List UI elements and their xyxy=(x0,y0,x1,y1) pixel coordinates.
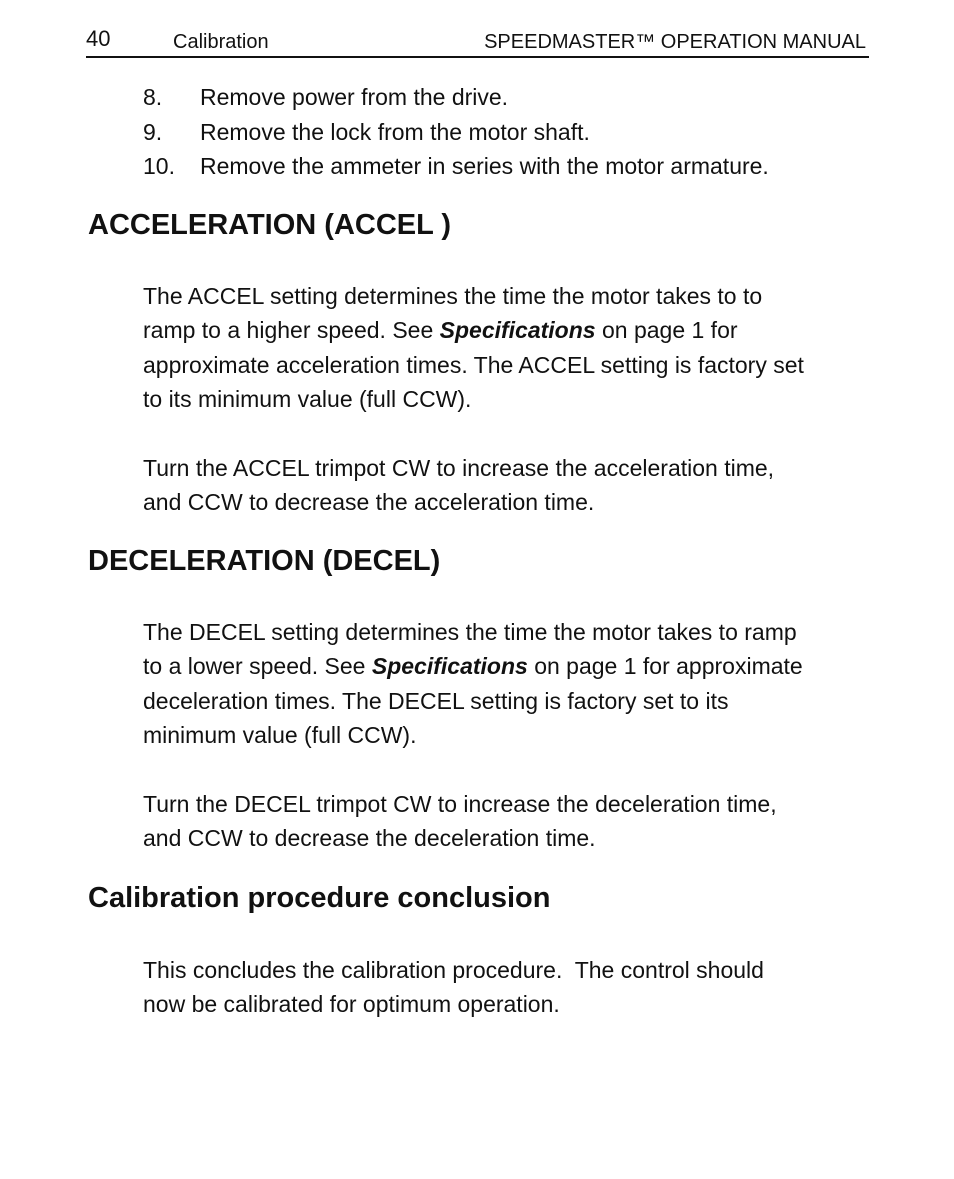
text-line: The DECEL setting determines the time the motor takes to ramp xyxy=(143,619,797,645)
page-number: 40 xyxy=(86,26,111,51)
text-line: deceleration times. The DECEL setting is factory set to its xyxy=(143,687,729,714)
step-text: Remove the ammeter in series with the motor armature. xyxy=(200,153,769,179)
text-line xyxy=(143,649,873,683)
text-line: This concludes the calibration procedure. The control should xyxy=(143,957,764,983)
text-line: minimum value (full CCW). xyxy=(143,721,417,748)
text-run: to a lower speed. See xyxy=(143,653,372,680)
text-run: on page 1 for approximate xyxy=(527,653,803,680)
text-line: The ACCEL setting determines the time the motor takes to to xyxy=(143,283,763,309)
text-line: now be calibrated for optimum operation. xyxy=(143,991,560,1018)
header-section-name: Calibration xyxy=(173,31,269,53)
specifications-reference: Specifications xyxy=(439,317,596,344)
text-line: approximate acceleration times. The ACCEL setting is factory set xyxy=(143,351,804,378)
conclusion-paragraph xyxy=(143,953,873,1022)
accel-heading: ACCELERATION (ACCEL ) xyxy=(88,209,452,241)
text-line: to its minimum value (full CCW). xyxy=(143,385,472,412)
step-text: Remove power from the drive. xyxy=(200,84,509,110)
text-line: Turn the DECEL trimpot CW to increase the deceleration time, xyxy=(143,791,777,817)
decel-heading: DECELERATION (DECEL) xyxy=(88,545,441,577)
step-text: Remove the lock from the motor shaft. xyxy=(200,118,590,145)
text-line: and CCW to decrease the deceleration time. xyxy=(143,825,596,852)
accel-paragraph-2 xyxy=(143,451,873,520)
specifications-reference: Specifications xyxy=(371,653,528,680)
step-number: 9. xyxy=(143,118,163,145)
header-manual-title: SPEEDMASTER™ OPERATION MANUAL xyxy=(484,31,866,53)
text-run: on page 1 for xyxy=(595,317,738,344)
list-item xyxy=(143,150,873,185)
text-line: and CCW to decrease the acceleration time. xyxy=(143,489,595,516)
decel-paragraph-2 xyxy=(143,787,873,856)
accel-paragraph-1 xyxy=(143,279,873,416)
conclusion-heading: Calibration procedure conclusion xyxy=(88,882,551,914)
step-number: 8. xyxy=(143,84,163,110)
list-item xyxy=(143,116,873,151)
list-item xyxy=(143,81,873,116)
step-number: 10. xyxy=(143,153,175,179)
text-run: ramp to a higher speed. See xyxy=(143,317,440,344)
text-line xyxy=(143,313,873,347)
step-list xyxy=(143,81,873,185)
page-header xyxy=(86,26,869,58)
text-line: Turn the ACCEL trimpot CW to increase the acceleration time, xyxy=(143,455,775,481)
decel-paragraph-1 xyxy=(143,615,873,752)
